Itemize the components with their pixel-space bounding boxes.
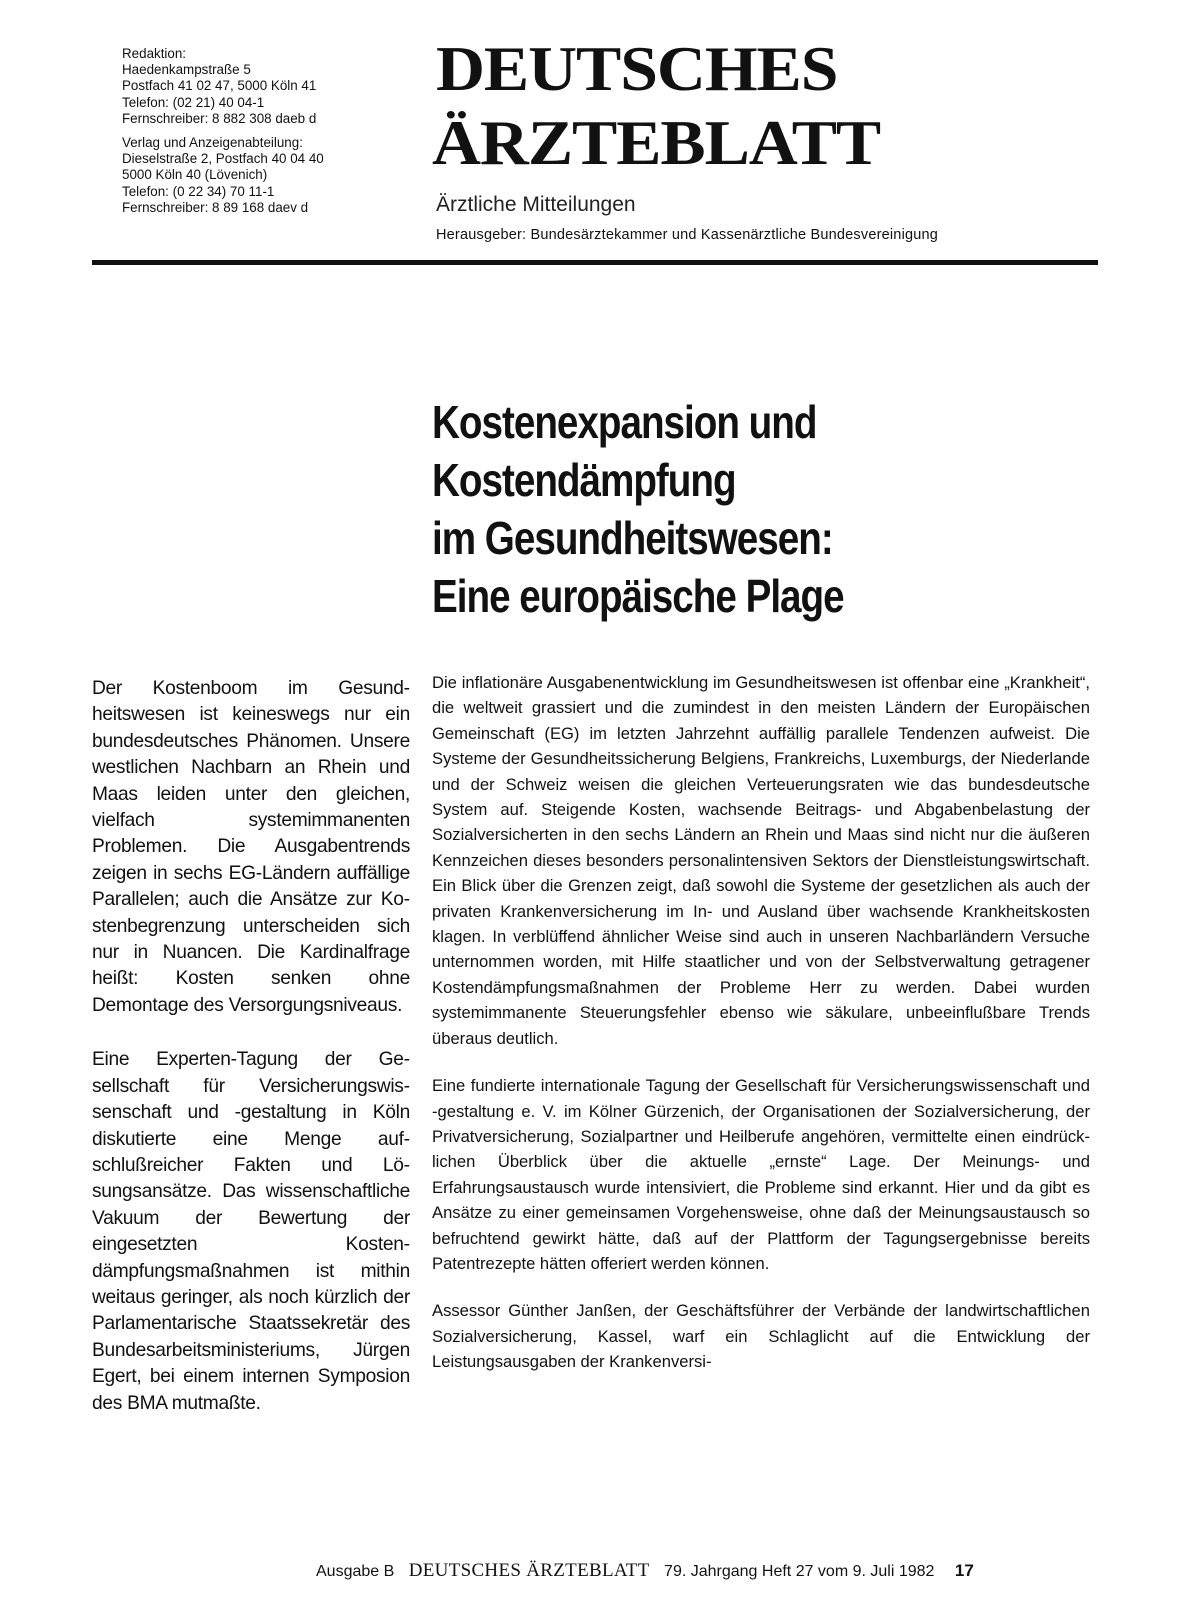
masthead-subtitle: Ärztliche Mitteilungen [436,193,636,216]
headline-line: Eine europäische Plage [432,570,844,622]
lead-paragraph: Der Kostenboom im Gesundheitswesen ist keineswegs nur ein bundesdeutsches Phänomen. Unsere westlichen Nachbarn an Rhein und Maas leiden unter den gleichen, vielfach systemimmanenten Problemen. Die Ausgabentrends zeigen in sechs EG-Ländern auffällige Parallelen; auch die Ansätze zur Kostenbegrenzung unterscheiden sich nur in Nuancen. Die Kardinalfrage heißt: Kosten senken ohne Demontage des Versorgungsniveaus. [92,678,410,1016]
body-column [432,670,1090,1375]
headline-line: im Gesundheitswesen: [432,512,833,564]
address-line: Fernschreiber: 8 89 168 daev d [122,199,309,215]
address-gap [122,127,412,135]
headline-line: Kostenexpansion und [432,396,817,448]
masthead-title-line2: ÄRZTEBLATT [432,107,881,178]
address-line: Redaktion: [122,46,187,61]
footer-brand: DEUTSCHES ÄRZTEBLATT [408,1560,650,1581]
headline-line: Kostendämpfung [432,454,736,506]
body-paragraph: Eine fundierte internationale Tagung der Gesellschaft für Versicherungswissenschaft und -gestaltung e. V. im Kölner Gürzenich, der Organisationen der Sozialversicherung, der Privatversicherung, Sozialpartner und Heilberufe angehören, vermittelte einen eindrücklichen Überblick über die aktuelle „ernste“ Lage. Der Meinungs- und Erfahrungsaustausch wurde intensiviert, die Probleme sind erkannt. Hier und da gibt es Ansätze zu einer gemeinsamen Vorgehensweise, ohne daß der Meinungsaustausch so befruchtend gewirkt hätte, daß auf der Plattform der Tagungsergebnisse bereits Patentrezepte hätten offeriert werden können. [432,1076,1090,1273]
address-line: Telefon: (0 22 34) 70 11-1 [122,183,275,199]
footer-issue: 79. Jahrgang Heft 27 vom 9. Juli 1982 [664,1563,935,1580]
masthead-title-line1: DEUTSCHES [436,33,838,104]
publisher-line: Herausgeber: Bundesärztekammer und Kassenärztliche Bundesvereinigung [436,227,939,243]
address-line: Haedenkampstraße 5 [122,62,251,78]
address-line: Verlag und Anzeigenabteilung: [122,135,303,151]
lead-paragraph: Eine Experten-Tagung der Gesellschaft für Versicherungswissenschaft und -gestaltung in Köln diskutierte eine Menge aufschlußreicher Fakten und Lösungsansätze. Das wissenschaftliche Vakuum der Bewertung der eingesetzten Kostendämpfungsmaßnahmen ist mithin weitaus geringer, als noch kürzlich der Parlamentarische Staatssekretär des Bundesarbeitsministeriums, Jürgen Egert, bei einem internen Symposion des BMA mutmaßte. [92,1049,410,1414]
address-line: Dieselstraße 2, Postfach 40 04 40 [122,151,324,167]
page-footer [316,1560,1098,1582]
editorial-address-block [122,46,412,216]
body-paragraph: Die inflationäre Ausgabenentwicklung im Gesundheitswesen ist offenbar eine „Krankheit“, die weltweit grassiert und die zumindest in den meisten Ländern der Europäischen Gemeinschaft (EG) im letzten Jahrzehnt auffällig parallele Tendenzen aufweist. Die Systeme der Gesundheitssicherung Belgiens, Frankreichs, Luxemburgs, der Niederlande und der Schweiz weisen die gleichen Verteuerungsraten wie das bundesdeutsche System auf. Steigende Kosten, wachsende Beitrags- und Abgabenbelastung der Sozialversicherten in den sechs Ländern an Rhein und Maas sind nicht nur die äußeren Kennzeichen dieses besonders personalintensiven Sektors der Dienstleistungswirtschaft. Ein Blick über die Grenzen zeigt, daß sowohl die Systeme der gesetzlichen als auch der privaten Krankenversicherung im In- und Ausland über wachsende Krankheitskosten klagen. In verblüffend ähnlicher Weise sind auch in unseren Nachbarländern Versuche unternommen worden, mit Hilfe staatlicher und von der Selbstverwaltung getragener Kostendämpfungsmaßnahmen der Probleme Herr zu werden. Dabei wurden systemimmanente Steuerungsfehler ebenso wie säkulare, unbeeinflußbare Trends überaus deutlich. [432,673,1090,1048]
address-line: Telefon: (02 21) 40 04-1 [122,94,265,110]
article-headline [432,393,970,625]
body-paragraph: Assessor Günther Janßen, der Geschäftsführer der Verbände der landwirtschaftlichen Sozialversicherung, Kassel, warf ein Schlaglicht auf die Entwicklung der Leistungsausgaben der Krankenversi- [432,1301,1090,1372]
lead-column [92,676,410,1417]
address-line: 5000 Köln 40 (Lövenich) [122,167,268,183]
page-number: 17 [954,1561,974,1580]
address-line: Fernschreiber: 8 882 308 daeb d [122,110,317,126]
header-divider [92,260,1098,265]
footer-edition: Ausgabe B [316,1563,395,1580]
address-line: Postfach 41 02 47, 5000 Köln 41 [122,78,317,94]
